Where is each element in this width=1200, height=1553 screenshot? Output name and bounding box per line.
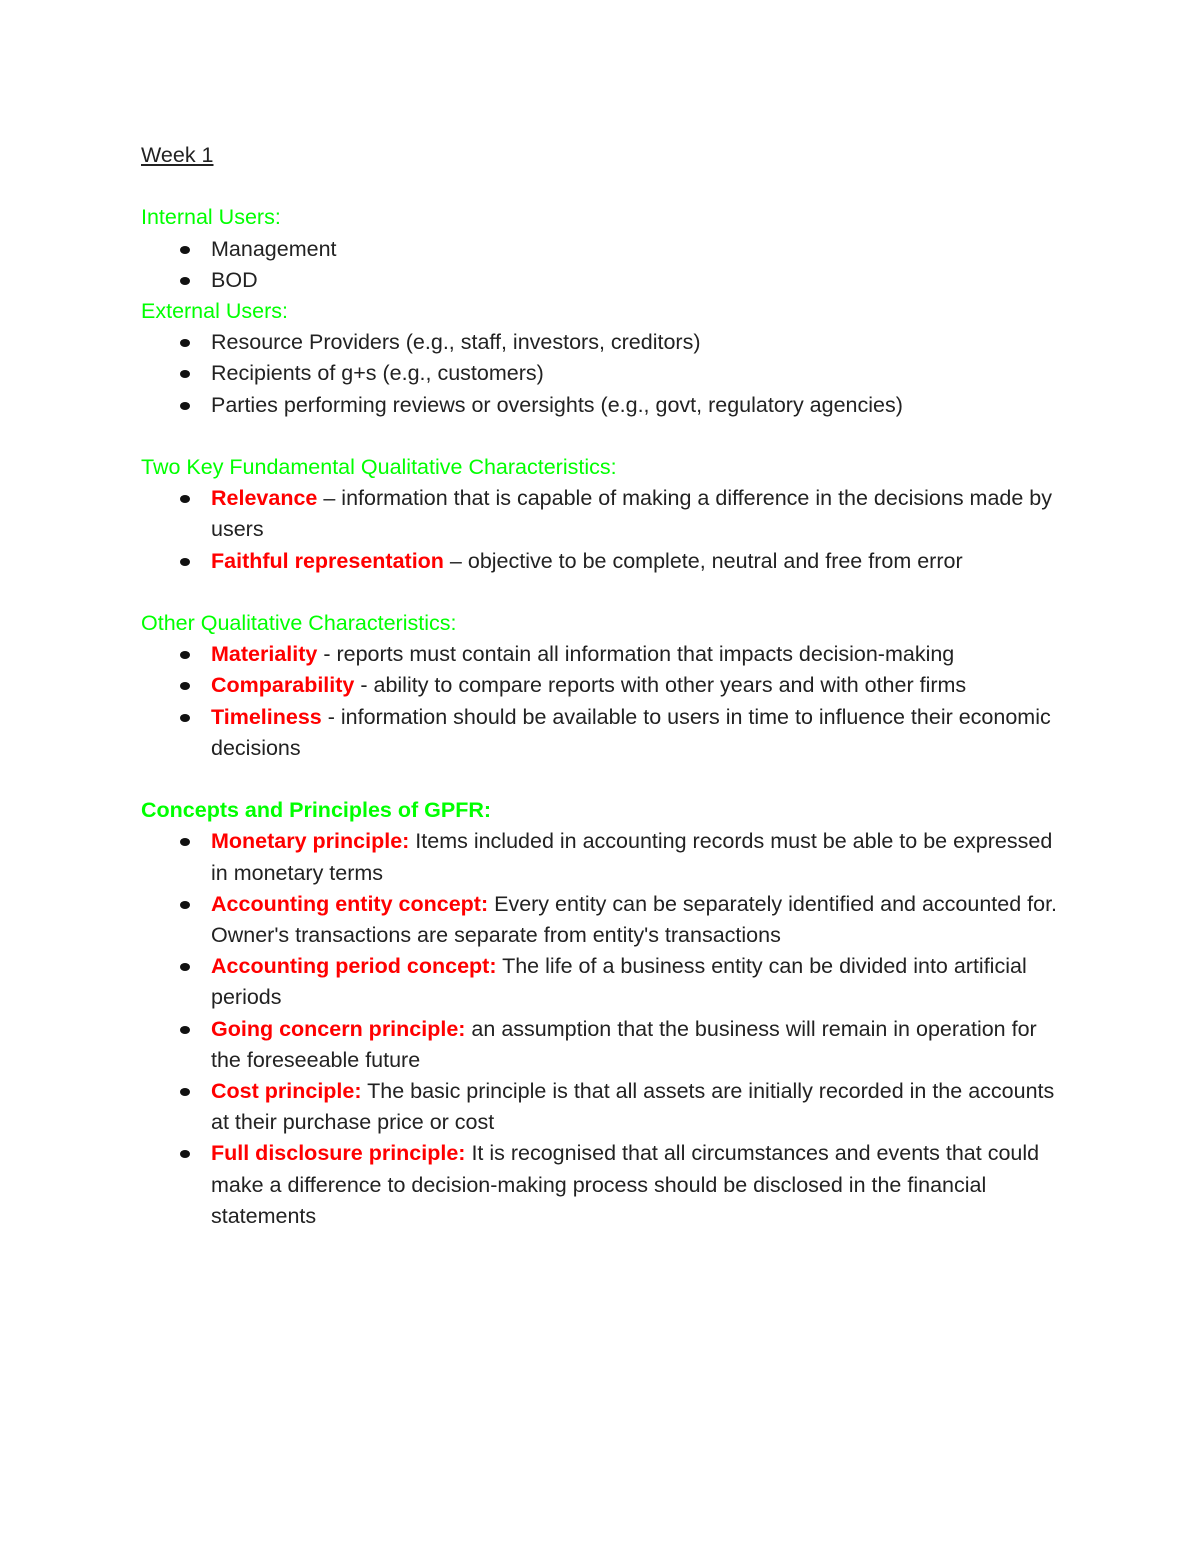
- spacer: [141, 577, 1071, 608]
- bullet-icon: [180, 901, 190, 909]
- list-item: [141, 546, 1071, 577]
- bullet-icon: [180, 495, 190, 503]
- list-item: [141, 358, 1071, 389]
- bullet-icon: [180, 558, 190, 566]
- item-text: Parties performing reviews or oversights (e.g., govt, regulatory agencies): [211, 392, 903, 417]
- other-list: [141, 639, 1071, 764]
- term-label: Accounting period concept:: [211, 954, 497, 979]
- external-users-list: [141, 327, 1071, 421]
- list-item: [141, 951, 1071, 1013]
- bullet-icon: [180, 714, 190, 722]
- bullet-icon: [180, 1150, 190, 1158]
- bullet-icon: [180, 370, 190, 378]
- page-title: Week 1: [141, 143, 214, 167]
- fundamental-heading: Two Key Fundamental Qualitative Characteristics:: [141, 455, 617, 479]
- item-text: Resource Providers (e.g., staff, investors, creditors): [211, 330, 701, 355]
- document-page: [141, 140, 1071, 1232]
- other-heading: Other Qualitative Characteristics:: [141, 611, 457, 635]
- bullet-icon: [180, 651, 190, 659]
- list-item: [141, 1138, 1071, 1232]
- bullet-icon: [180, 1026, 190, 1034]
- list-item: [141, 639, 1071, 670]
- spacer: [141, 171, 1071, 202]
- bullet-icon: [180, 246, 190, 254]
- item-text: Management: [211, 236, 337, 261]
- list-item: [141, 390, 1071, 421]
- term-label: Monetary principle:: [211, 829, 410, 854]
- term-label: Materiality: [211, 642, 318, 667]
- bullet-icon: [180, 402, 190, 410]
- internal-users-heading: Internal Users:: [141, 205, 281, 230]
- item-text: Recipients of g+s (e.g., customers): [211, 361, 544, 386]
- list-item: [141, 1076, 1071, 1138]
- bullet-icon: [180, 339, 190, 347]
- term-description: Every entity can be separately identified and accounted for. Owner's transactions are separate from entity's transactions: [211, 891, 1058, 948]
- term-description: – information that is capable of making a difference in the decisions made by users: [211, 486, 1053, 542]
- list-item: [141, 265, 1071, 296]
- term-label: Accounting entity concept:: [211, 891, 489, 916]
- fundamental-list: [141, 483, 1071, 577]
- term-description: – objective to be complete, neutral and free from error: [443, 548, 963, 573]
- list-item: [141, 483, 1071, 545]
- bullet-icon: [180, 838, 190, 846]
- term-description: The basic principle is that all assets are initially recorded in the accounts at their purchase price or cost: [211, 1079, 1055, 1135]
- bullet-icon: [180, 682, 190, 690]
- list-item: [141, 826, 1071, 888]
- term-description: - information should be available to users in time to influence their economic decisions: [211, 704, 1051, 760]
- list-item: [141, 327, 1071, 358]
- bullet-icon: [180, 277, 190, 285]
- term-label: Faithful representation: [211, 548, 444, 573]
- term-description: The life of a business entity can be divided into artificial periods: [211, 954, 1027, 1010]
- list-item: [141, 889, 1071, 951]
- spacer: [141, 421, 1071, 452]
- term-label: Timeliness: [211, 704, 322, 729]
- term-label: Relevance: [211, 486, 318, 511]
- list-item: [141, 234, 1071, 265]
- spacer: [141, 764, 1071, 795]
- bullet-icon: [180, 1088, 190, 1096]
- item-text: BOD: [211, 267, 258, 292]
- concepts-heading: Concepts and Principles of GPFR:: [141, 798, 492, 823]
- term-description: - reports must contain all information that impacts decision-making: [317, 642, 955, 667]
- external-users-heading: External Users:: [141, 299, 288, 323]
- term-label: Cost principle:: [211, 1079, 362, 1104]
- internal-users-list: [141, 234, 1071, 296]
- term-label: Comparability: [211, 673, 355, 698]
- list-item: [141, 1014, 1071, 1076]
- term-description: Items included in accounting records must be able to be expressed in monetary terms: [211, 829, 1053, 885]
- concepts-list: [141, 826, 1071, 1232]
- term-description: - ability to compare reports with other years and with other firms: [354, 673, 967, 698]
- list-item: [141, 702, 1071, 764]
- term-description: an assumption that the business will remain in operation for the foreseeable future: [211, 1016, 1037, 1072]
- bullet-icon: [180, 963, 190, 971]
- list-item: [141, 670, 1071, 701]
- term-label: Full disclosure principle:: [211, 1141, 466, 1166]
- term-description: It is recognised that all circumstances and events that could make a difference to decision-making process should be disclosed in the financial statements: [211, 1141, 1040, 1228]
- term-label: Going concern principle:: [211, 1016, 466, 1041]
